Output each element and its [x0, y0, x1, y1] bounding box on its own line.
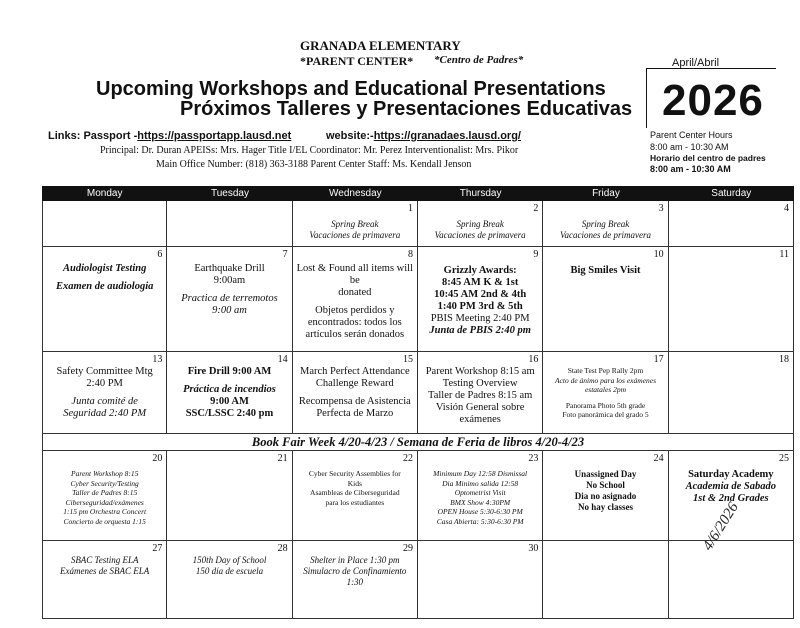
day-cell [418, 352, 543, 434]
event-line: Grizzly Awards: [443, 265, 517, 276]
day-events [546, 219, 664, 241]
day-number: 23 [528, 453, 539, 464]
weekday-saturday: Saturday [711, 188, 752, 199]
day-events [46, 366, 163, 420]
day-events [170, 263, 288, 317]
event-line: 1:40 PM 3rd & 5th [437, 301, 523, 312]
day-events [421, 219, 539, 241]
day-number: 27 [152, 543, 163, 554]
hours-en-value: 8:00 am - 10:30 AM [650, 142, 729, 152]
event-line: Visión General sobre [435, 402, 525, 413]
day-cell [42, 541, 167, 619]
day-cell [42, 451, 167, 541]
day-events [421, 366, 539, 426]
day-events [672, 469, 790, 505]
passport-link-label: Links: Passport - [48, 130, 138, 142]
event-line: 9:00 am [212, 305, 247, 316]
day-number: 15 [402, 354, 413, 365]
day-number: 9 [533, 249, 539, 260]
day-cell [167, 352, 292, 434]
day-cell [167, 541, 292, 619]
day-events [46, 555, 163, 577]
event-line: Safety Committee Mtg [56, 366, 153, 377]
event-line: Spring Break [581, 219, 630, 229]
day-number: 21 [277, 453, 288, 464]
day-cell [543, 541, 668, 619]
event-line: 1st & 2nd Grades [693, 493, 769, 504]
event-line: Spring Break [456, 219, 504, 229]
website-link[interactable] [326, 130, 521, 142]
event-line: No School [586, 480, 625, 490]
day-cell [418, 247, 543, 352]
event-line: Academia de Sabado [685, 481, 777, 492]
day-cell [42, 352, 167, 434]
hours-en-label: Parent Center Hours [650, 130, 733, 140]
event-line: Recompensa de Asistencia [298, 396, 411, 407]
title-english: Upcoming Workshops and Educational Presentations [96, 78, 606, 100]
day-events [296, 263, 414, 341]
event-line: 10:45 AM 2nd & 4th [434, 289, 527, 300]
event-line: Junta comité de [71, 396, 138, 407]
title-spanish: Próximos Talleres y Presentaciones Educativas [180, 98, 633, 120]
day-events [296, 219, 414, 241]
day-cell [418, 541, 543, 619]
month-label: April/Abril [672, 57, 720, 69]
day-cell [669, 352, 794, 434]
event-line: Minimum Day 12:58 Dismissal [433, 469, 528, 478]
day-cell [293, 201, 418, 247]
event-line: Cyber Security/Testing [70, 478, 139, 488]
day-events [546, 259, 664, 277]
event-line: Simulacro de Confinamiento 1:30 [303, 566, 407, 587]
event-line: March Perfect Attendance [300, 366, 410, 377]
event-line: Objetos perdidos y [315, 305, 395, 316]
day-cell [293, 247, 418, 352]
day-number: 13 [152, 354, 163, 365]
event-line: Cyber Security Assemblies for [308, 469, 401, 478]
weekday-friday: Friday [592, 188, 620, 199]
year-label: 2026 [662, 76, 764, 125]
day-number: 7 [282, 249, 288, 260]
event-line: No hay classes [577, 502, 633, 512]
event-line: Concierto de orquesta 1:15 [63, 516, 146, 526]
day-number: 3 [658, 203, 664, 214]
parent-center-title: *PARENT CENTER* [300, 54, 414, 68]
hours-es-label: Horario del centro de padres [650, 153, 766, 163]
website-label: website:- [326, 130, 374, 142]
weekday-thursday: Thursday [459, 188, 502, 199]
book-fair-banner: Book Fair Week 4/20-4/23 / Semana de Feria de libros 4/20-4/23 [42, 434, 794, 451]
weekday-monday: Monday [86, 188, 123, 199]
event-line: 9:00 AM [210, 396, 249, 407]
day-cell [42, 201, 167, 247]
event-line: Foto panorámica del grado 5 [562, 410, 649, 419]
day-number: 6 [157, 249, 163, 260]
school-name: GRANADA ELEMENTARY [300, 38, 461, 53]
day-number: 4 [783, 203, 789, 214]
event-line: Perfecta de Marzo [316, 408, 394, 419]
day-cell [669, 541, 794, 619]
event-line: Asambleas de Ciberseguridad [310, 488, 400, 497]
day-number: 18 [778, 354, 789, 365]
day-cell [293, 541, 418, 619]
day-cell [669, 451, 794, 541]
event-line: Ciberseguridad/exámenes [65, 497, 144, 507]
event-line: Vacaciones de primavera [309, 230, 401, 240]
event-line: artículos serán donados [305, 329, 405, 340]
day-number: 25 [778, 453, 789, 464]
day-cell [167, 451, 292, 541]
day-events [421, 469, 539, 526]
event-line: donated [338, 287, 372, 298]
day-cell [42, 247, 167, 352]
day-cell [543, 201, 668, 247]
event-line: Unassigned Day [574, 469, 637, 479]
weekday-wednesday: Wednesday [329, 188, 382, 199]
day-events [546, 469, 664, 513]
event-line: Examen de audiologia [55, 281, 154, 292]
event-line: Parent Workshop 8:15 [70, 469, 139, 478]
event-line: PBIS Meeting 2:40 PM [430, 313, 530, 324]
day-number: 28 [277, 543, 288, 554]
day-events [296, 469, 414, 507]
event-line: Vacaciones de primavera [434, 230, 526, 240]
day-cell [167, 247, 292, 352]
weekday-header [42, 186, 794, 201]
day-cell [418, 451, 543, 541]
event-line: 9:00am [213, 275, 246, 286]
event-line: BMX Show 4:30PM [450, 497, 511, 507]
day-events [546, 366, 664, 420]
day-number: 10 [653, 249, 664, 260]
event-line: Parent Workshop 8:15 am [425, 366, 535, 377]
event-line: OPEN House 5:30-6:30 PM [437, 507, 523, 516]
day-number: 17 [653, 354, 664, 365]
day-events [296, 555, 414, 588]
day-number: 8 [407, 249, 413, 260]
day-events [170, 366, 288, 420]
day-cell [543, 352, 668, 434]
event-line: estatales 2pm [584, 385, 627, 394]
day-cell [543, 247, 668, 352]
event-line: Seguridad 2:40 PM [63, 408, 147, 419]
day-number: 20 [152, 453, 163, 464]
event-line: Dia no asignado [574, 491, 637, 501]
weekday-tuesday: Tuesday [211, 188, 249, 199]
passport-link[interactable] [48, 130, 291, 142]
event-line: Optometrist Visit [454, 488, 506, 497]
event-line: para los estudiantes [325, 497, 385, 507]
day-number: 24 [653, 453, 664, 464]
day-events [46, 469, 163, 526]
event-line: Fire Drill 9:00 AM [187, 366, 272, 377]
event-line: 2:40 PM [86, 378, 123, 389]
day-cell [293, 352, 418, 434]
day-events [421, 259, 539, 337]
event-line: Lost & Found all items will be [296, 263, 414, 286]
day-number: 11 [779, 249, 789, 260]
event-line: Taller de Padres 8:15 am [428, 390, 533, 401]
day-cell [669, 201, 794, 247]
event-line: 1:15 pm Orchestra Concert [63, 507, 147, 516]
parent-center-title-es: *Centro de Padres* [434, 54, 524, 66]
day-cell [543, 451, 668, 541]
event-line: exámenes [459, 414, 501, 425]
day-cell [669, 247, 794, 352]
event-line: 150 día de escuela [195, 566, 264, 576]
event-line: 150th Day of School [192, 555, 267, 565]
event-line: Earthquake Drill [194, 263, 265, 274]
event-line: Junta de PBIS 2:40 pm [429, 325, 531, 336]
event-line: Exámenes de SBAC ELA [60, 566, 150, 576]
event-line: State Test Pep Rally 2pm [567, 366, 644, 375]
day-events [46, 263, 163, 293]
hours-es-value: 8:00 am - 10:30 AM [650, 164, 731, 174]
event-line: encontrados: todos los [307, 317, 402, 328]
day-number: 14 [277, 354, 288, 365]
day-cell [167, 201, 292, 247]
event-line: Saturday Academy [688, 469, 774, 480]
passport-url[interactable]: https://passportapp.lausd.net [137, 130, 292, 142]
event-line: Challenge Reward [315, 378, 394, 389]
event-line: SBAC Testing ELA [70, 555, 139, 565]
handwritten-date: 4/6/2026 [700, 499, 742, 554]
event-line: Práctica de incendios [183, 384, 276, 395]
website-url[interactable]: https://granadaes.lausd.org/ [373, 130, 521, 142]
event-line: Kids [347, 478, 362, 488]
day-number: 22 [402, 453, 413, 464]
event-line: Shelter in Place 1:30 pm [310, 555, 400, 565]
day-number: 30 [528, 543, 539, 554]
day-number: 1 [407, 203, 413, 214]
staff-line-1: Principal: Dr. Duran APEISs: Mrs. Hager Title I/EL Coordinator: Mr. Perez Interventionalist: Mrs. Pikor [100, 145, 519, 156]
event-line: Testing Overview [442, 378, 518, 389]
day-number: 16 [528, 354, 539, 365]
event-line: Spring Break [331, 219, 379, 229]
event-line: SSC/LSSC 2:40 pm [185, 408, 274, 419]
day-number: 29 [402, 543, 413, 554]
day-number: 2 [533, 203, 539, 214]
event-line: Dia Minimo salida 12:58 [442, 478, 519, 488]
event-line: Casa Abierta: 5:30-6:30 PM [436, 516, 524, 526]
event-line: Big Smiles Visit [570, 265, 641, 276]
event-line: Vacaciones de primavera [560, 230, 651, 240]
event-line: Taller de Padres 8:15 [72, 488, 138, 497]
event-line: Audiologist Testing [62, 263, 147, 274]
day-events [170, 555, 288, 577]
event-line: Panorama Photo 5th grade [565, 400, 646, 410]
event-line: Acto de ánimo para los exámenes [554, 375, 656, 385]
day-cell [293, 451, 418, 541]
day-events [296, 366, 414, 420]
event-line: Practica de terremotos [181, 293, 278, 304]
staff-line-2: Main Office Number: (818) 363-3188 Parent Center Staff: Ms. Kendall Jenson [156, 159, 472, 170]
event-line: 8:45 AM K & 1st [441, 277, 519, 288]
day-cell [418, 201, 543, 247]
